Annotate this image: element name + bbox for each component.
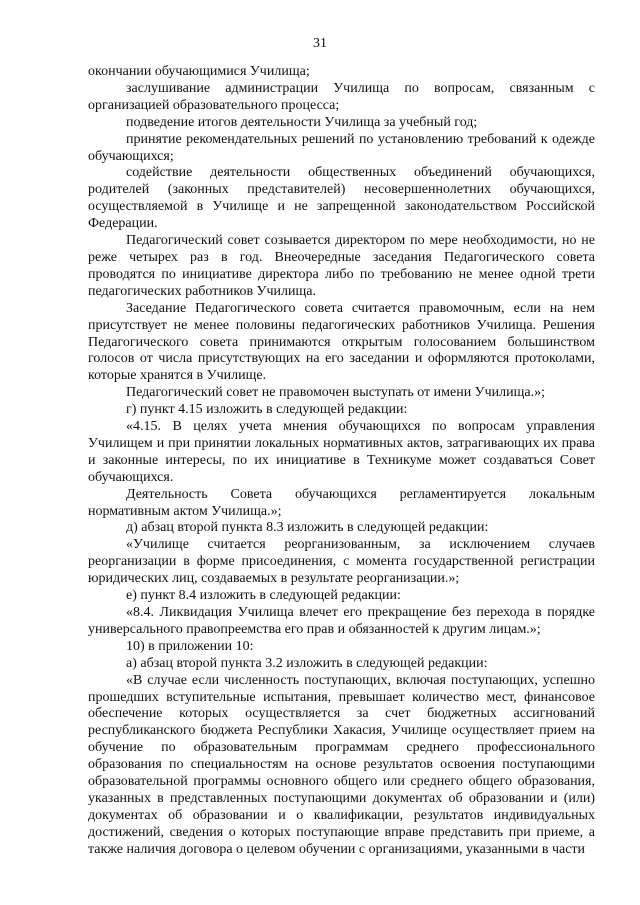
- paragraph: подведение итогов деятельности Училища за учебный год;: [126, 114, 478, 130]
- paragraph: «Училище считается реорганизованным, за исключением случаев реорганизации в форме присоединения, с момента государственной регистрации юридических лиц, создаваемых в результате реорганизации.»;: [88, 537, 595, 587]
- paragraph: 10) в приложении 10:: [126, 638, 254, 654]
- document-body: [88, 64, 595, 859]
- paragraph: Педагогический совет созывается директором по мере необходимости, но не реже четырех раз в год. Внеочередные заседания Педагогического совета проводятся по инициативе директора либо по требованию не менее одной трети педагогических работников Училища.: [88, 233, 595, 299]
- paragraph: «4.15. В целях учета мнения обучающихся по вопросам управления Училищем и при принятии локальных нормативных актов, затрагивающих их права и законные интересы, по их инициативе в Техникуме может создаваться Совет обучающихся.: [88, 419, 595, 485]
- paragraph: а) абзац второй пункта 3.2 изложить в следующей редакции:: [126, 655, 488, 671]
- paragraph: г) пункт 4.15 изложить в следующей редакции:: [126, 402, 408, 418]
- paragraph: заслушивание администрации Училища по вопросам, связанным с организацией образовательного процесса;: [88, 80, 595, 113]
- paragraph: д) абзац второй пункта 8.3 изложить в следующей редакции:: [126, 520, 489, 536]
- paragraph: принятие рекомендательных решений по установлению требований к одежде обучающихся;: [88, 131, 595, 164]
- paragraph: Деятельность Совета обучающихся регламентируется локальным нормативным актом Училища.»;: [88, 486, 595, 519]
- paragraph: Педагогический совет не правомочен выступать от имени Училища.»;: [126, 385, 545, 401]
- paragraph: содействие деятельности общественных объединений обучающихся, родителей (законных представителей) несовершеннолетних обучающихся, осуществляемой в Училище и не запрещенной законодательством Российской Федерации.: [88, 165, 595, 232]
- page-number: 31: [313, 36, 327, 51]
- paragraph: Заседание Педагогического совета считается правомочным, если на нем присутствует не менее половины педагогических работников Училища. Решения Педагогического совета принимаются открытым голосованием большинством голосов от числа присутствующих на его заседании и оформляются протоколами, которые хранятся в Училище.: [88, 300, 595, 384]
- paragraph: «8.4. Ликвидация Училища влечет его прекращение без перехода в порядке универсального правопреемства его прав и обязанностей к другим лицам.»;: [88, 605, 595, 637]
- paragraph: окончании обучающимися Училища;: [88, 64, 310, 79]
- paragraph: е) пункт 8.4 изложить в следующей редакции:: [126, 588, 401, 604]
- paragraph: «В случае если численность поступающих, включая поступающих, успешно прошедших вступительные испытания, превышает количество мест, финансовое обеспечение которых осуществляется за счет бюджетных ассигнований республиканского бюджета Республики Хакасия, Училище осуществляет прием на обучение по образовательным программам среднего профессионального образования по специальностям на основе результатов освоения поступающими образовательной программы основного общего или среднего общего образования, указанных в представленных поступающими документах об образовании и (или) документах об образовании и о квалификации, результатов индивидуальных достижений, сведения о которых поступающие вправе представить при приеме, а также наличия договора о целевом обучении с организациями, указанными в части: [88, 672, 595, 857]
